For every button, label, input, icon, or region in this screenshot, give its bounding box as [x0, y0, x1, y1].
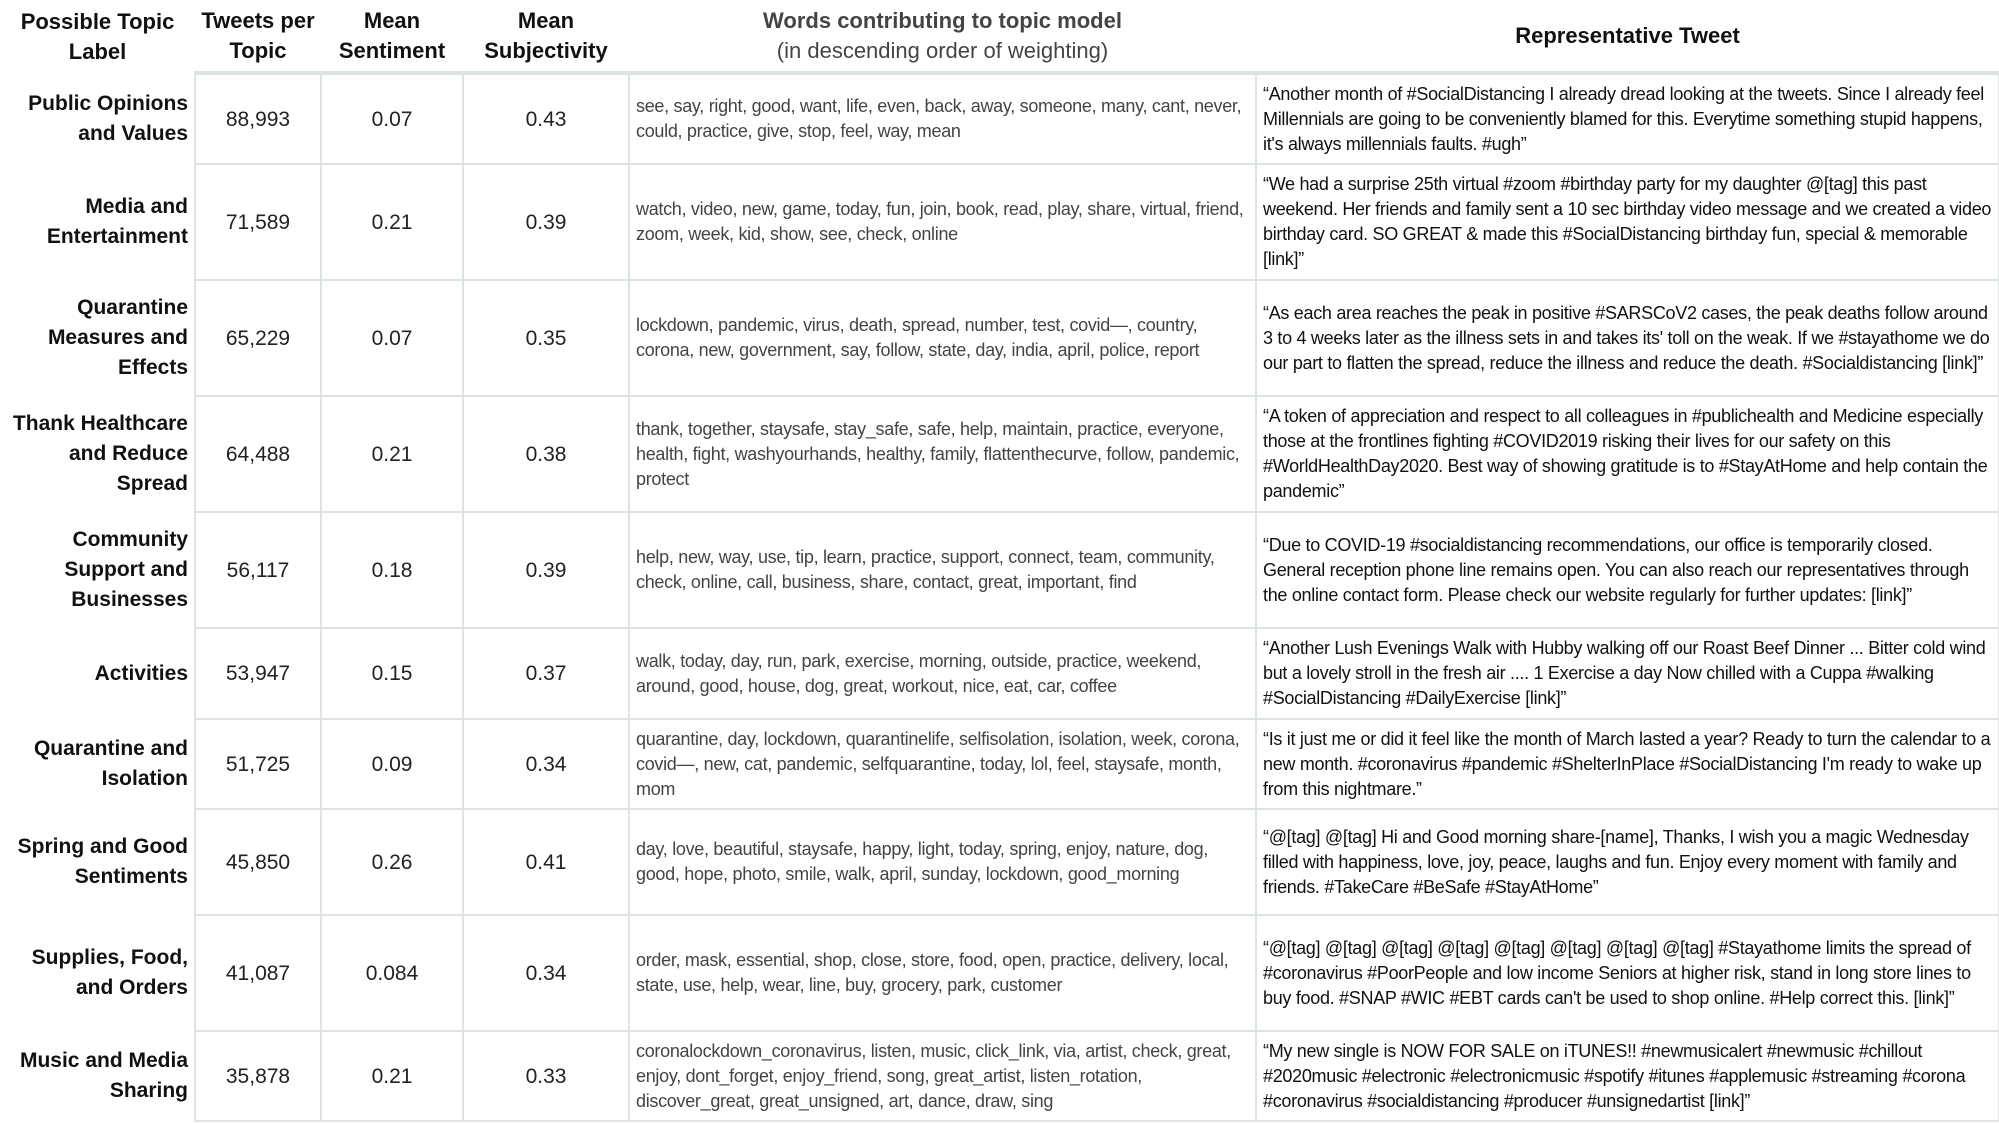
- mean-subjectivity: 0.33: [463, 1031, 629, 1121]
- topic-label: Supplies, Food, and Orders: [31, 946, 188, 999]
- header-sentiment: Mean Sentiment: [338, 7, 446, 63]
- topic-label: Quarantine and Isolation: [33, 737, 188, 790]
- mean-subjectivity: 0.37: [463, 628, 629, 719]
- table-row: [0, 164, 1999, 280]
- representative-tweet: “As each area reaches the peak in positive #SARSCoV2 cases, the peak deaths follow around 3 to 4 weeks later as the illness sets in and takes its' toll on the weak. If we #stayathome we do our part to flatten the spread, reduce the illness and reduce the death. #Socialdistancing [link]”: [1256, 280, 1999, 396]
- topic-label: Quarantine Measures and Effects: [47, 296, 188, 379]
- header-tweets: Tweets per Topic: [201, 7, 315, 63]
- representative-tweet: “We had a surprise 25th virtual #zoom #birthday party for my daughter @[tag] this past weekend. Her friends and family sent a 10 sec birthday video message and we created a video birthday card. SO GREAT & made this #SocialDistancing birthday fun, special & memorable [link]”: [1256, 164, 1999, 280]
- mean-subjectivity: 0.39: [463, 164, 629, 280]
- topic-words: lockdown, pandemic, virus, death, spread, number, test, covid—, country, corona, new, government, say, follow, state, day, india, april, police, report: [629, 280, 1256, 396]
- tweets-count: 65,229: [195, 280, 321, 396]
- tweets-count: 41,087: [195, 915, 321, 1031]
- mean-sentiment: 0.09: [321, 719, 463, 809]
- topic-words: walk, today, day, run, park, exercise, morning, outside, practice, weekend, around, good, house, dog, great, workout, nice, eat, car, coffee: [629, 628, 1256, 719]
- mean-sentiment: 0.07: [321, 280, 463, 396]
- table-row: [0, 628, 1999, 719]
- representative-tweet: “A token of appreciation and respect to all colleagues in #publichealth and Medicine especially those at the frontlines fighting #COVID2019 risking their lives for our safety on this #WorldHealthDay2020. Best way of showing gratitude is to #StayAtHome and help contain the pandemic”: [1256, 396, 1999, 512]
- header-words-subtitle: (in descending order of weighting): [776, 37, 1109, 63]
- topic-words: coronalockdown_coronavirus, listen, music, click_link, via, artist, check, great, enjoy, dont_forget, enjoy_friend, song, great_artist, listen_rotation, discover_great, great_unsigned, art, dance, draw, sing: [629, 1031, 1256, 1121]
- representative-tweet: “My new single is NOW FOR SALE on iTUNES!! #newmusicalert #newmusic #chillout #2020music #electronic #electronicmusic #spotify #itunes #applemusic #streaming #corona #coronavirus #socialdistancing #producer #unsignedartist [link]”: [1256, 1031, 1999, 1121]
- mean-sentiment: 0.26: [321, 809, 463, 915]
- mean-sentiment: 0.21: [321, 164, 463, 280]
- topic-words: help, new, way, use, tip, learn, practice, support, connect, team, community, check, online, call, business, share, contact, great, important, find: [629, 512, 1256, 628]
- header-words: [629, 0, 1256, 73]
- tweets-count: 53,947: [195, 628, 321, 719]
- topic-words: day, love, beautiful, staysafe, happy, light, today, spring, enjoy, nature, dog, good, hope, photo, smile, walk, april, sunday, lockdown, good_morning: [629, 809, 1256, 915]
- mean-sentiment: 0.18: [321, 512, 463, 628]
- topic-words: thank, together, staysafe, stay_safe, safe, help, maintain, practice, everyone, health, fight, washyourhands, healthy, family, flattenthecurve, follow, pandemic, protect: [629, 396, 1256, 512]
- topic-words: see, say, right, good, want, life, even, back, away, someone, many, cant, never, could, practice, give, stop, feel, way, mean: [629, 73, 1256, 164]
- table-row: [0, 809, 1999, 915]
- tweets-count: 88,993: [195, 73, 321, 164]
- topic-label: Spring and Good Sentiments: [17, 835, 188, 888]
- representative-tweet: “Is it just me or did it feel like the month of March lasted a year? Ready to turn the calendar to a new month. #coronavirus #pandemic #ShelterInPlace #SocialDistancing I'm ready to wake up from this nightmare.”: [1256, 719, 1999, 809]
- representative-tweet: “Due to COVID-19 #socialdistancing recommendations, our office is temporarily closed. General reception phone line remains open. You can also reach our representatives through the online contact form. Please check our website regularly for further updates: [link]”: [1256, 512, 1999, 628]
- header-label: Possible Topic Label: [20, 8, 175, 64]
- table-row: [0, 915, 1999, 1031]
- tweets-count: 64,488: [195, 396, 321, 512]
- tweets-count: 45,850: [195, 809, 321, 915]
- representative-tweet: “@[tag] @[tag] @[tag] @[tag] @[tag] @[tag] @[tag] @[tag] #Stayathome limits the spread of #coronavirus #PoorPeople and low income Seniors at higher risk, stand in long store lines to buy food. #SNAP #WIC #EBT cards can't be used to shop online. #Help correct this. [link]”: [1256, 915, 1999, 1031]
- mean-sentiment: 0.21: [321, 396, 463, 512]
- topic-words: quarantine, day, lockdown, quarantinelife, selfisolation, isolation, week, corona, covid—, new, cat, pandemic, selfquarantine, today, lol, feel, staysafe, month, mom: [629, 719, 1256, 809]
- table-row: [0, 512, 1999, 628]
- topic-label: Music and Media Sharing: [19, 1049, 188, 1102]
- header-words-title: Words contributing to topic model: [763, 7, 1122, 33]
- topic-words: watch, video, new, game, today, fun, join, book, read, play, share, virtual, friend, zoom, week, kid, show, see, check, online: [629, 164, 1256, 280]
- table-row: [0, 73, 1999, 164]
- mean-subjectivity: 0.43: [463, 73, 629, 164]
- header-row: [0, 0, 1999, 73]
- table-row: [0, 1031, 1999, 1121]
- mean-subjectivity: 0.38: [463, 396, 629, 512]
- topic-label: Community Support and Businesses: [64, 528, 188, 611]
- tweets-count: 51,725: [195, 719, 321, 809]
- topic-label: Activities: [94, 661, 188, 685]
- mean-subjectivity: 0.34: [463, 915, 629, 1031]
- mean-subjectivity: 0.39: [463, 512, 629, 628]
- tweets-count: 35,878: [195, 1031, 321, 1121]
- header-subjectivity: Mean Subjectivity: [484, 7, 608, 63]
- tweets-count: 56,117: [195, 512, 321, 628]
- topic-words: order, mask, essential, shop, close, store, food, open, practice, delivery, local, state, use, help, wear, line, buy, grocery, park, customer: [629, 915, 1256, 1031]
- mean-subjectivity: 0.35: [463, 280, 629, 396]
- header-tweet: Representative Tweet: [1515, 22, 1740, 48]
- representative-tweet: “@[tag] @[tag] Hi and Good morning share-[name], Thanks, I wish you a magic Wednesday filled with happiness, love, joy, peace, laughs and fun. Enjoy every moment with family and friends. #TakeCare #BeSafe #StayAtHome”: [1256, 809, 1999, 915]
- topic-label: Thank Healthcare and Reduce Spread: [12, 412, 188, 495]
- representative-tweet: “Another Lush Evenings Walk with Hubby walking off our Roast Beef Dinner ... Bitter cold wind but a lovely stroll in the fresh air .... 1 Exercise a day Now chilled with a Cuppa #walking #SocialDistancing #DailyExercise [link]”: [1256, 628, 1999, 719]
- tweets-count: 71,589: [195, 164, 321, 280]
- mean-subjectivity: 0.41: [463, 809, 629, 915]
- table-row: [0, 396, 1999, 512]
- mean-sentiment: 0.07: [321, 73, 463, 164]
- mean-subjectivity: 0.34: [463, 719, 629, 809]
- mean-sentiment: 0.21: [321, 1031, 463, 1121]
- table-row: [0, 280, 1999, 396]
- mean-sentiment: 0.15: [321, 628, 463, 719]
- mean-sentiment: 0.084: [321, 915, 463, 1031]
- representative-tweet: “Another month of #SocialDistancing I already dread looking at the tweets. Since I already feel Millennials are going to be conveniently blamed for this. Everytime something stupid happens, it's always millennials faults. #ugh”: [1256, 73, 1999, 164]
- topic-label: Public Opinions and Values: [28, 91, 188, 145]
- topic-label: Media and Entertainment: [46, 195, 188, 248]
- table-row: [0, 719, 1999, 809]
